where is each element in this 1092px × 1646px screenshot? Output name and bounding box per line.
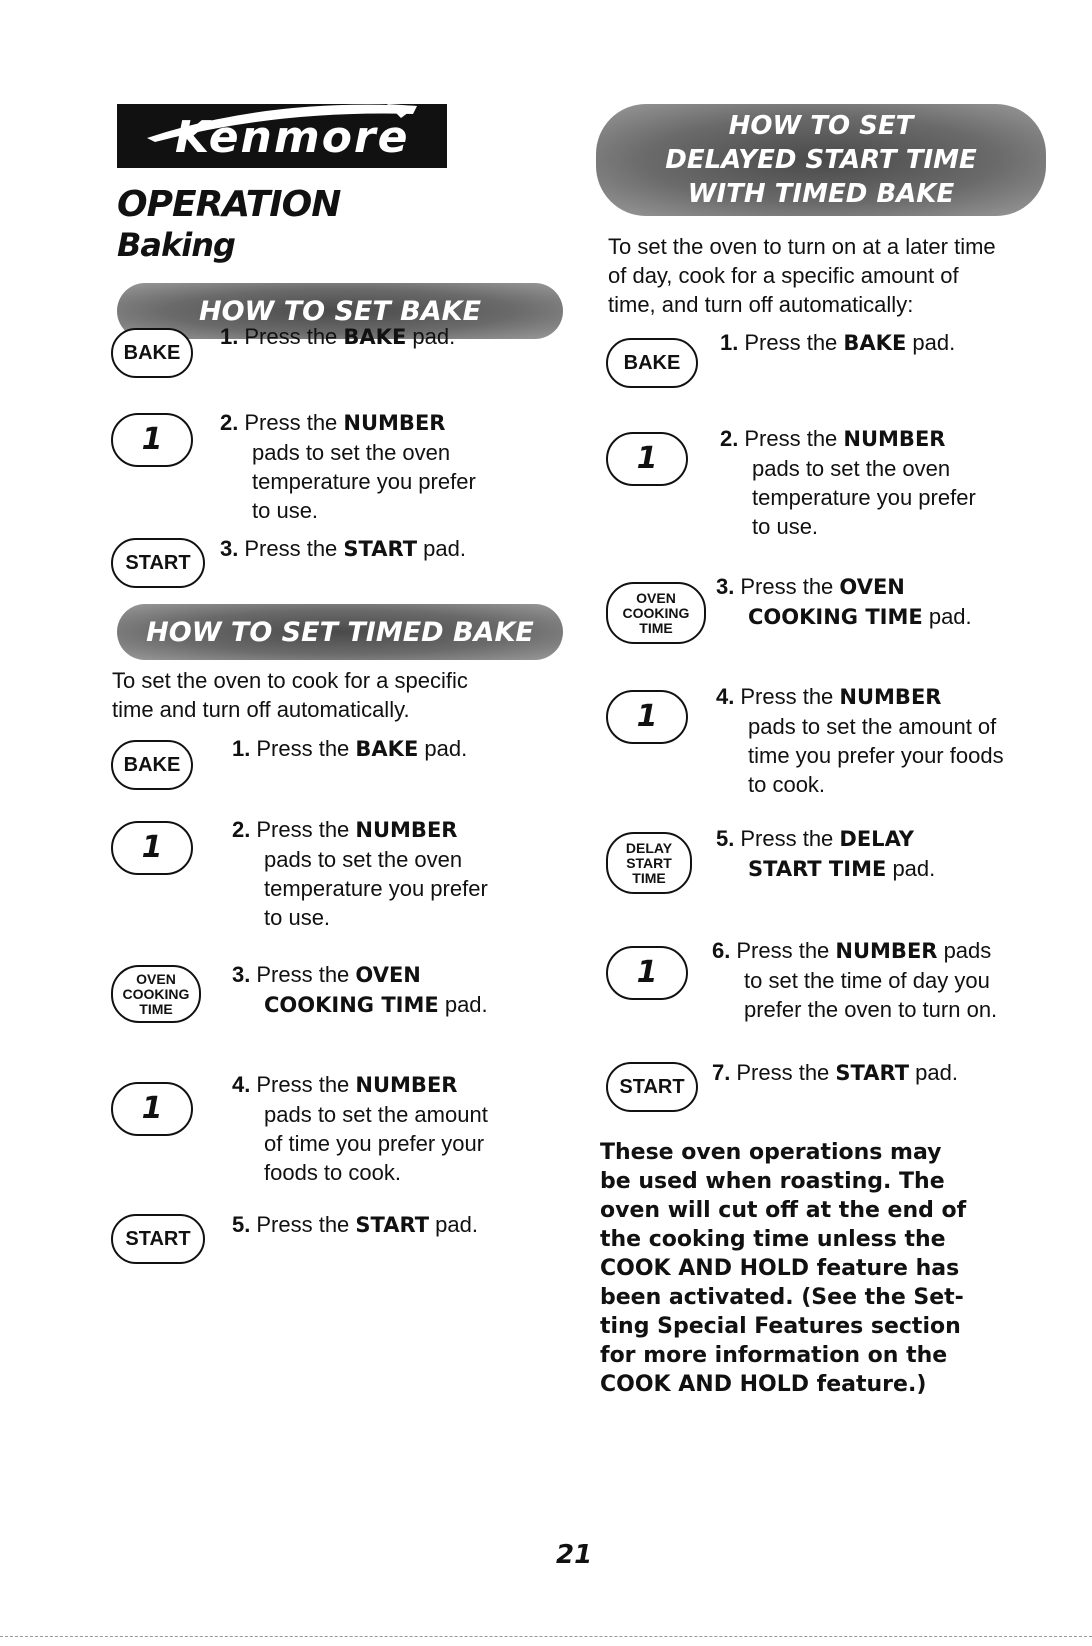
delayed-step-3: 3. Press the OVEN COOKING TIME pad. — [716, 574, 972, 629]
page-bottom-rule — [0, 1636, 1092, 1637]
timed-bake-intro: To set the oven to cook for a specific time and turn off automatically. — [112, 668, 468, 722]
number-pad-icon: 1 — [111, 413, 193, 467]
delayed-step-7: 7. Press the START pad. — [712, 1060, 958, 1085]
number-pad-icon: 1 — [111, 821, 193, 875]
delayed-step-1: 1. Press the BAKE pad. — [720, 330, 956, 355]
bake-pad-icon: BAKE — [606, 338, 698, 388]
number-pad-icon: 1 — [606, 946, 688, 1000]
page-subtitle: Baking — [117, 226, 235, 264]
bake-step-3: 3. Press the START pad. — [220, 536, 466, 561]
timed-step-5: 5. Press the START pad. — [232, 1212, 478, 1237]
bake-pad-icon: BAKE — [111, 328, 193, 378]
delayed-step-5: 5. Press the DELAY START TIME pad. — [716, 826, 936, 881]
timed-step-2: 2. Press the NUMBER pads to set the oven temperature you prefer to use. — [232, 817, 488, 930]
oven-cooking-time-pad-icon: OVEN COOKING TIME — [111, 965, 201, 1023]
delayed-step-4: 4. Press the NUMBER pads to set the amount of time you prefer your foods to cook. — [716, 684, 1004, 797]
page-title: OPERATION — [117, 184, 341, 225]
timed-step-4: 4. Press the NUMBER pads to set the amount of time you prefer your foods to cook. — [232, 1072, 488, 1185]
timed-step-3: 3. Press the OVEN COOKING TIME pad. — [232, 962, 488, 1017]
banner-delayed-start-timed-bake: HOW TO SET DELAYED START TIME WITH TIMED BAKE — [596, 104, 1046, 216]
delayed-step-2: 2. Press the NUMBER pads to set the oven temperature you prefer to use. — [720, 426, 976, 539]
roasting-note: These oven operations may be used when roasting. The oven will cut off at the end of the cooking time unless the COOK AND HOLD feature has been activated. (See the Set- ting Special Features section for more information on the COOK AND HOLD feature.) — [600, 1140, 967, 1397]
logo-text: Kenmore — [175, 112, 410, 163]
number-pad-icon: 1 — [606, 432, 688, 486]
delayed-start-intro: To set the oven to turn on at a later time of day, cook for a specific amount of time, and turn off automatically: — [608, 234, 996, 317]
number-pad-icon: 1 — [606, 690, 688, 744]
delayed-step-6: 6. Press the NUMBER pads to set the time of day you prefer the oven to turn on. — [712, 938, 998, 1022]
oven-cooking-time-pad-icon: OVEN COOKING TIME — [606, 582, 706, 644]
banner-how-to-set-timed-bake: HOW TO SET TIMED BAKE — [117, 604, 563, 660]
bake-pad-icon: BAKE — [111, 740, 193, 790]
delay-start-time-pad-icon: DELAY START TIME — [606, 832, 692, 894]
page-number: 21 — [556, 1540, 593, 1570]
bake-step-1: 1. Press the BAKE pad. — [220, 324, 456, 349]
banner-how-to-set-bake: HOW TO SET BAKE — [117, 283, 563, 339]
start-pad-icon: START — [111, 1214, 205, 1264]
timed-step-1: 1. Press the BAKE pad. — [232, 736, 468, 761]
bake-step-2: 2. Press the NUMBER pads to set the oven temperature you prefer to use. — [220, 410, 476, 523]
start-pad-icon: START — [111, 538, 205, 588]
start-pad-icon: START — [606, 1062, 698, 1112]
number-pad-icon: 1 — [111, 1082, 193, 1136]
kenmore-logo — [117, 104, 447, 168]
